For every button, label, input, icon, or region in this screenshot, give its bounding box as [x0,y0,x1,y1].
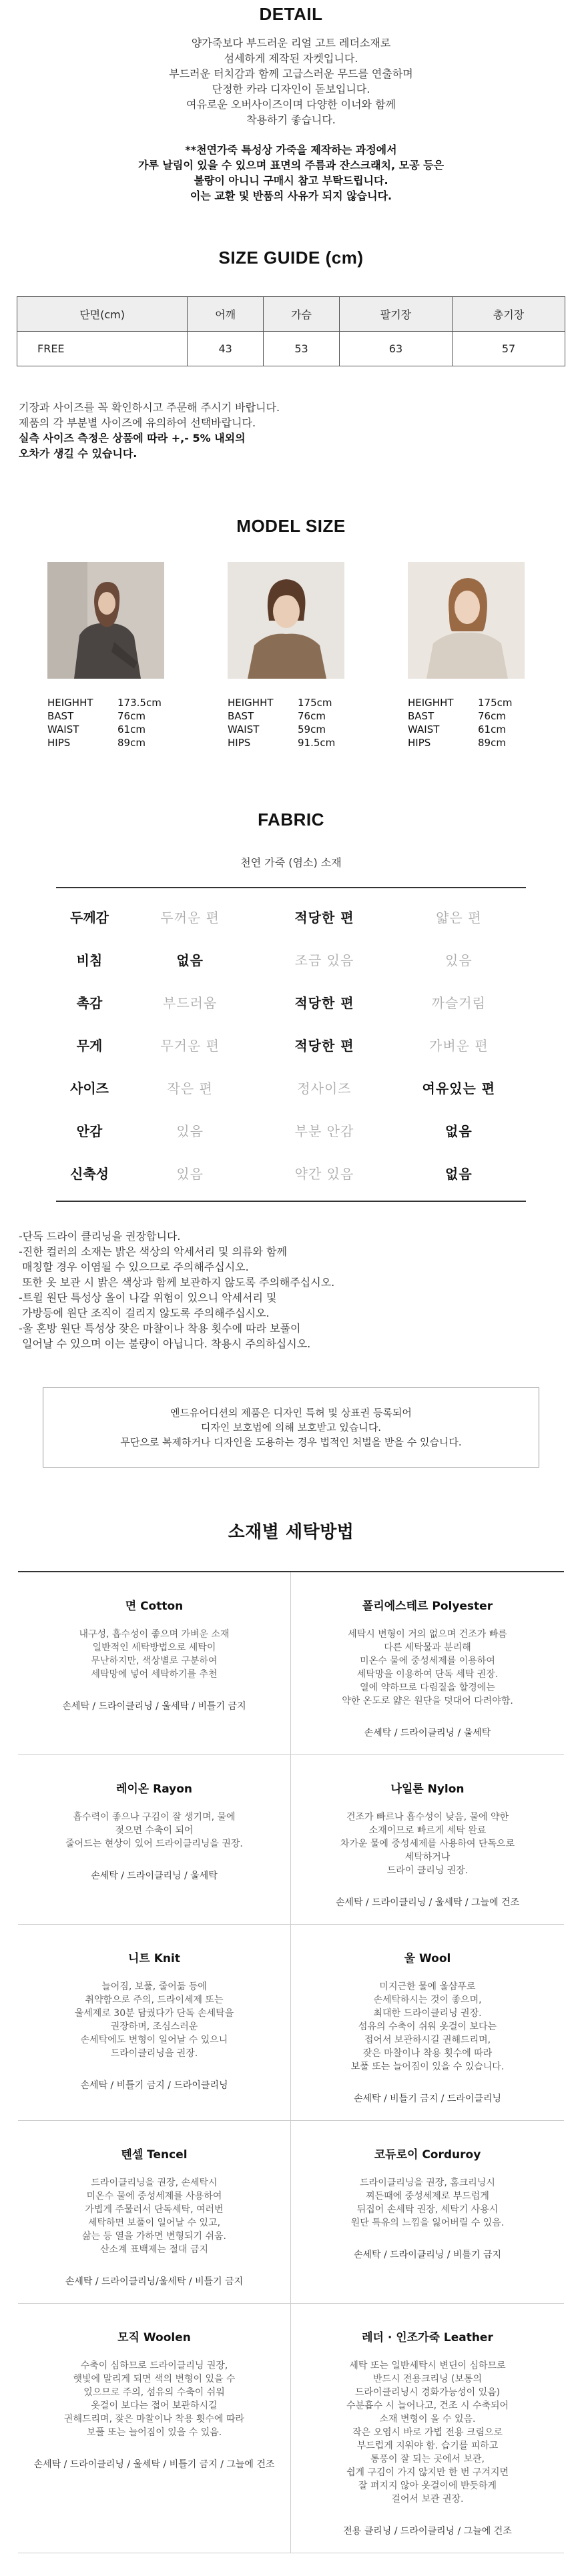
size-note-bold: 실측 사이즈 측정은 상품에 따라 +,- 5% 내외의 [19,432,246,444]
care-item-name: 나일론 Nylon [390,1783,465,1796]
spec-row [408,736,535,749]
fabric-note: -울 혼방 원단 특성상 잦은 마찰이나 착용 횟수에 따라 보풀이 [19,1322,301,1335]
care-desc-line: 내구성, 흡수성이 좋으며 가벼운 소재 [79,1629,230,1640]
care-desc-line: 최대한 드라이클리닝 권장. [373,2008,482,2019]
detail-line: 착용하기 좋습니다. [246,113,336,126]
care-item-methods: 손세탁 / 드라이클리닝/울세탁 / 비틀기 금지 [65,2276,244,2287]
fabric-row-label: 비침 [76,952,103,968]
care-desc-line: 일반적인 세탁방법으로 세탁이 [92,1642,216,1653]
spec-value: 175cm [478,697,513,709]
fabric-option: 부드러움 [163,994,218,1011]
spec-row [228,709,354,723]
spec-label: WAIST [408,723,440,735]
fabric-option: 있음 [176,1122,204,1139]
care-desc-line: 접어서 보관하시길 권해드리며, [364,2035,491,2045]
model-card [47,562,174,749]
care-item-methods: 손세탁 / 비틀기 금지 / 드라이클리닝 [353,2094,502,2104]
spec-value: 59cm [298,723,326,735]
care-desc-line: 세탁하거나 [404,1852,451,1863]
fabric-option: 부분 안감 [294,1122,354,1139]
fabric-note: 일어날 수 있으며 이는 불량이 아닙니다. 착용시 주의하십시오. [19,1337,311,1350]
spec-value: 61cm [478,723,506,735]
care-item-methods: 손세탁 / 드라이클리닝 / 울세탁 / 그늘에 건조 [335,1897,520,1908]
care-desc-line: 가볍게 주물러서 단독세탁, 여러번 [85,2204,224,2215]
care-desc-line: 다른 세탁물과 분리해 [384,1642,471,1653]
fabric-table [56,887,526,1202]
model-photo [408,562,525,679]
spec-row [47,696,174,709]
care-desc-line: 걸어서 보관 권장. [391,2494,464,2505]
copyright-notice [43,1387,539,1468]
spec-value: 61cm [117,723,146,735]
copyright-line: 디자인 보호법에 의해 보호받고 있습니다. [200,1421,382,1433]
care-item [18,1925,291,2121]
care-desc-line: 옷걸이 보다는 접어 보관하시길 [91,2400,218,2411]
fabric-option: 무거운 편 [160,1037,220,1054]
care-item [18,2304,291,2553]
care-desc-line: 찌든때에 중성세제로 부드럽게 [366,2191,489,2202]
care-item-name: 면 Cotton [125,1600,184,1613]
care-desc-line: 세탁 또는 일반세탁시 변딘이 심하므로 [349,2360,506,2371]
fabric-row-label: 두께감 [70,909,109,926]
care-desc-line: 햇빛에 말리게 되면 색의 변형이 있을 수 [73,2374,236,2384]
care-desc-line: 드라이 클리닝 권장. [386,1865,469,1876]
care-item-description [33,1628,276,1681]
size-cell: 43 [188,332,264,366]
care-item-description [306,1811,549,1877]
care-item [18,1572,291,1755]
care-desc-line: 손세탁에도 변형이 일어날 수 있으니 [80,2035,228,2045]
care-item-description [306,2359,549,2506]
care-item-name: 폴리에스테르 Polyester [362,1600,493,1613]
care-item-name: 레이온 Rayon [115,1783,193,1796]
fabric-option-selected: 없음 [445,1122,473,1139]
spec-label: HIPS [228,737,251,749]
care-desc-line: 드라이클리닝을 권장, 홈크리닝시 [360,2178,495,2188]
care-desc-line: 있으므로 주의, 섬유의 수축이 쉬워 [83,2387,225,2398]
care-desc-line: 산소계 표백제는 절대 금지 [99,2244,209,2255]
care-desc-line: 미온수 물에 중성세제를 사용하여 [86,2191,222,2202]
fabric-option: 작은 편 [167,1080,213,1096]
spec-row [228,723,354,736]
fabric-option-selected: 적당한 편 [294,994,354,1011]
care-item-methods: 손세탁 / 드라이클리닝 / 울세탁 [91,1871,218,1881]
fabric-option-selected: 없음 [176,952,204,968]
care-item-description [33,1811,276,1851]
spec-label: HEIGHHT [47,697,93,709]
fabric-option: 얇은 편 [436,909,482,926]
care-desc-line: 울세제로 30분 담궜다가 단독 손세탁을 [74,2008,234,2019]
spec-value: 175cm [298,697,332,709]
care-item-name: 니트 Knit [128,1952,180,1965]
fabric-row [56,980,526,1023]
model-list [47,562,535,749]
warning-line: 가루 날림이 있을 수 있으며 표면의 주름과 잔스크래치, 모공 등은 [137,159,445,172]
spec-value: 76cm [298,710,326,722]
care-desc-line: 보풀 또는 늘어짐이 있을 수 있음. [86,2427,222,2438]
care-desc-line: 줄어드는 현상이 있어 드라이클리닝을 권장. [65,1839,243,1849]
spec-value: 173.5cm [117,697,162,709]
care-desc-line: 늘어짐, 보풀, 줄어듦 등에 [101,1981,207,1992]
leather-warning [0,142,582,204]
size-note: 제품의 각 부분별 사이즈에 유의하여 선택바랍니다. [19,416,256,429]
care-desc-line: 열에 약하므로 다림질을 할경에는 [360,1682,495,1693]
care-item [291,2121,564,2304]
size-guide-section [0,248,582,461]
model-specs [228,696,354,749]
fabric-row-label: 무게 [76,1037,103,1054]
warning-line: **천연가죽 특성상 가죽을 제작하는 과정에서 [185,143,397,156]
care-item-methods: 손세탁 / 드라이클리닝 / 울세탁 / 비틀기 금지 / 그늘에 건조 [33,2459,275,2470]
care-desc-line: 부드럽게 지워야 함. 습기를 피하고 [356,2441,499,2451]
care-desc-line: 반드시 전용크리닝 (보통의 [372,2374,483,2384]
spec-row [47,723,174,736]
care-item [291,1755,564,1925]
warning-line: 이는 교환 및 반품의 사유가 되지 않습니다. [190,190,392,202]
care-item-description [33,1980,276,2060]
size-notes [19,400,582,461]
care-desc-line: 보풀 또는 늘어짐이 있을 수 있습니다. [350,2061,505,2072]
care-item-name: 코듀로이 Corduroy [374,2148,481,2162]
care-desc-line: 무난하지만, 색상별로 구분하여 [91,1656,218,1666]
detail-line: 단정한 카라 디자인이 돋보입니다. [212,83,370,95]
model-photo [47,562,164,679]
fabric-option: 가벼운 편 [429,1037,489,1054]
model-size-section [0,516,582,749]
fabric-row-label: 촉감 [76,994,103,1011]
size-col-header: 총기장 [452,297,565,332]
care-item-methods: 전용 클리닝 / 드라이클리닝 / 그늘에 건조 [343,2526,512,2537]
care-desc-line: 권장하며, 조심스러운 [110,2021,198,2032]
spec-label: BAST [228,710,254,722]
model-size-title: MODEL SIZE [236,516,346,536]
model-specs [47,696,174,749]
fabric-row [56,1023,526,1066]
spec-value: 91.5cm [298,737,336,749]
care-item [291,1572,564,1755]
care-item-description [306,2176,549,2230]
fabric-notes [19,1229,582,1351]
care-desc-line: 세탁망에 넣어 세탁하기를 추천 [91,1669,218,1680]
spec-row [228,736,354,749]
model-specs [408,696,535,749]
care-desc-line: 드라이클리닝을 권장. [110,2048,198,2059]
fabric-row [56,1151,526,1194]
care-grid [18,1571,564,2553]
size-col-header: 단면(cm) [17,297,188,332]
fabric-note: 매칭할 경우 이염될 수 있으므로 주의해주십시오. [19,1261,249,1273]
fabric-note: -트윌 원단 특성상 올이 나갈 위험이 있으니 악세서리 및 [19,1291,277,1304]
spec-row [408,723,535,736]
fabric-option-selected: 적당한 편 [294,909,354,926]
size-guide-title: SIZE GUIDE (cm) [218,248,364,268]
detail-line: 여유로운 오버사이즈이며 다양한 이너와 함께 [186,98,396,111]
detail-line: 양가죽보다 부드러운 리얼 고트 레더소재로 [191,37,391,49]
spec-value: 76cm [478,710,506,722]
care-desc-line: 젖으면 수축이 되어 [115,1825,194,1836]
care-item [291,1925,564,2121]
care-item-name: 레더 · 인조가죽 Leather [362,2331,493,2344]
spec-label: BAST [47,710,74,722]
size-cell: 53 [264,332,340,366]
care-item-name: 모직 Woolen [117,2331,191,2344]
care-item-methods: 손세탁 / 드라이클리닝 / 울세탁 [364,1728,491,1738]
spec-row [47,736,174,749]
fabric-section [0,810,582,1351]
care-desc-line: 뒤집어 손세탁 권장, 세탁기 사용시 [356,2204,499,2215]
fabric-row-label: 사이즈 [70,1080,109,1096]
care-desc-line: 쉽게 구김이 가지 않지만 한 번 구겨지면 [346,2467,509,2478]
detail-title: DETAIL [259,4,323,24]
care-desc-line: 작은 오염시 바로 가볍 전용 크림으로 [352,2427,503,2438]
care-item-methods: 손세탁 / 드라이클리닝 / 울세탁 / 비틀기 금지 [62,1701,246,1712]
model-card [228,562,354,749]
care-desc-line: 수축이 심하므로 드라이클리닝 권장, [80,2360,228,2371]
fabric-option-selected: 없음 [445,1165,473,1182]
size-note: 기장과 사이즈를 꼭 확인하시고 주문해 주시기 바랍니다. [19,401,280,414]
care-item-name: 울 Wool [404,1952,451,1965]
care-desc-line: 세탁망을 이용하여 단독 세탁 권장. [356,1669,499,1680]
care-desc-line: 약한 온도로 얇은 원단을 덧대어 다려야함. [342,1696,513,1706]
detail-section [0,0,582,204]
fabric-row [56,1066,526,1108]
fabric-row-label: 신축성 [70,1165,109,1182]
care-desc-line: 통풍이 잘 되는 곳에서 보관, [370,2454,485,2465]
model-photo [228,562,344,679]
care-desc-line: 흡수력이 좋으나 구김이 잘 생기며, 물에 [73,1812,236,1823]
fabric-note: -진한 컬러의 소재는 밝은 색상의 악세서리 및 의류와 함께 [19,1245,287,1258]
fabric-option: 정사이즈 [297,1080,352,1096]
spec-label: WAIST [228,723,260,735]
care-desc-line: 소재 변형이 올 수 있음. [379,2414,476,2425]
care-desc-line: 건조가 빠르나 흡수성이 낮음, 물에 약한 [346,1812,509,1823]
spec-value: 76cm [117,710,146,722]
spec-value: 89cm [478,737,506,749]
care-item-name: 텐셀 Tencel [121,2148,188,2162]
size-cell: 63 [339,332,452,366]
warning-line: 불량이 아니니 구매시 참고 부탁드립니다. [194,174,388,187]
fabric-option-selected: 적당한 편 [294,1037,354,1054]
care-item [291,2304,564,2553]
fabric-row-label: 안감 [76,1122,103,1139]
fabric-row [56,938,526,980]
care-desc-line: 손세탁하시는 것이 좋으며, [373,1995,482,2005]
care-desc-line: 잦은 마찰이나 착용 횟수에 따라 [362,2048,493,2059]
care-desc-line: 미지근한 물에 울샴푸로 [379,1981,476,1992]
fabric-option: 약간 있음 [294,1165,354,1182]
size-note-bold: 오차가 생길 수 있습니다. [19,447,137,460]
spec-row [408,709,535,723]
spec-label: BAST [408,710,434,722]
spec-label: HEIGHHT [228,697,274,709]
care-item-description [306,1980,549,2073]
care-desc-line: 취약함으로 주의, 드라이세제 또는 [85,1995,224,2005]
spec-value: 89cm [117,737,146,749]
care-title: 소재별 세탁방법 [228,1522,354,1542]
care-desc-line: 세탁시 변형이 거의 없으며 건조가 빠름 [348,1629,507,1640]
spec-row [47,709,174,723]
size-table [17,296,565,366]
spec-label: HIPS [408,737,431,749]
care-desc-line: 소재이므로 빠르게 세탁 완료 [368,1825,487,1836]
fabric-option: 까슬거림 [431,994,486,1011]
copyright-line: 무단으로 복제하거나 디자인을 도용하는 경우 법적인 처벌을 받을 수 있습니다. [120,1436,462,1448]
care-desc-line: 세탁하면 보풀이 일어날 수 있고, [87,2218,221,2228]
fabric-option: 두꺼운 편 [160,909,220,926]
detail-line: 부드러운 터치감과 함께 고급스러운 무드를 연출하며 [169,67,413,80]
size-col-header: 어깨 [188,297,264,332]
care-desc-line: 잘 펴지지 않아 옷걸이에 반듯하게 [358,2481,497,2491]
fabric-option: 있음 [445,952,473,968]
care-item-methods: 손세탁 / 드라이클리닝 / 비틀기 금지 [353,2250,502,2260]
fabric-note: -단독 드라이 클리닝을 권장합니다. [19,1230,181,1243]
care-desc-line: 섬유의 수축이 쉬워 옷걸이 보다는 [358,2021,497,2032]
spec-row [408,696,535,709]
care-desc-line: 미온수 물에 중성세제를 이용하여 [360,1656,495,1666]
care-desc-line: 원단 특유의 느낌을 잃어버릴 수 있음. [350,2218,505,2228]
detail-description [0,35,582,127]
care-section [0,1518,582,2553]
fabric-row [56,1108,526,1151]
care-item [18,2121,291,2304]
care-desc-line: 권해드리며, 잦은 마찰이나 착용 횟수에 따라 [63,2414,245,2425]
care-item-description [33,2176,276,2256]
care-desc-line: 차가운 물에 중성세제를 사용하여 단독으로 [340,1839,515,1849]
detail-line: 섬세하게 제작된 자켓입니다. [224,52,358,65]
care-item [18,1755,291,1925]
fabric-option-selected: 여유있는 편 [422,1080,496,1096]
care-desc-line: 드라이클리닝시 경화가능성이 있음) [354,2387,501,2398]
fabric-row [56,895,526,938]
copyright-line: 엔드유어디션의 제품은 디자인 특허 및 상표권 등록되어 [170,1407,412,1419]
size-cell: FREE [17,332,188,366]
size-cell: 57 [452,332,565,366]
spec-row [228,696,354,709]
care-desc-line: 삶는 등 열을 가하면 변형되기 쉬움. [81,2231,227,2242]
size-table-header-row [17,297,565,332]
fabric-option: 있음 [176,1165,204,1182]
care-item-description [33,2359,276,2439]
size-col-header: 가슴 [264,297,340,332]
care-item-description [306,1628,549,1708]
model-card [408,562,535,749]
care-item-methods: 손세탁 / 비틀기 금지 / 드라이클리닝 [80,2080,228,2091]
fabric-note: 또한 옷 보관 시 밝은 색상과 함께 보관하지 않도록 주의해주십시오. [19,1276,335,1289]
fabric-note: 가방등에 원단 조직이 걸리지 않도록 주의해주십시오. [19,1307,270,1319]
fabric-title: FABRIC [258,810,324,830]
spec-label: HIPS [47,737,71,749]
spec-label: HEIGHHT [408,697,454,709]
size-table-row [17,332,565,366]
size-col-header: 팔기장 [339,297,452,332]
spec-label: WAIST [47,723,79,735]
fabric-subtitle: 천연 가죽 (염소) 소재 [240,856,342,869]
care-desc-line: 드라이클리닝을 권장, 손세탁시 [91,2178,218,2188]
fabric-option: 조금 있음 [294,952,354,968]
care-desc-line: 수분흡수 시 늘어나고, 건조 시 수축되어 [346,2400,509,2411]
